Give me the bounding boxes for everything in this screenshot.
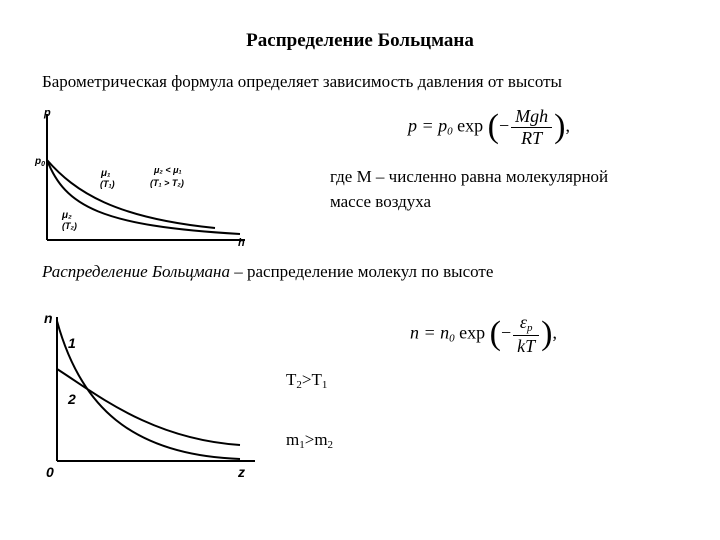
- intro-text: Барометрическая формула определяет зависимость давления от высоты: [42, 72, 562, 91]
- formula2-tail: ,: [552, 322, 557, 343]
- barometric-graph: [30, 100, 260, 250]
- barometric-formula: $p = p_0$ exp (− $\frac{\text{Mgh}}{RT}$ ),: [408, 106, 570, 148]
- definition-rest: – распределение молекул по высоте: [229, 262, 494, 281]
- formula2-denominator: kT: [517, 335, 536, 356]
- formula2-fn: exp: [459, 322, 486, 343]
- formula1-numerator: Mgh: [511, 106, 552, 128]
- note-line-2: массе воздуха: [330, 192, 432, 211]
- mass-relation: $m_1>m_2$: [286, 430, 334, 451]
- graph1-curve1-sub: (Т₁): [100, 179, 115, 189]
- formula2-numerator: $\varepsilon_p$: [513, 312, 539, 336]
- formula2-lhs-sub: 0: [449, 332, 455, 345]
- graph1-curve2-label: μ₂: [62, 210, 72, 221]
- formula1-sign: −: [498, 115, 510, 136]
- formula1-denominator: RT: [521, 127, 543, 148]
- note-line-1: где М – численно равна молекулярной: [330, 167, 609, 186]
- definition-term: Распределение Больцмана: [42, 262, 230, 281]
- molar-mass-note: [330, 164, 608, 214]
- formula1-fn: exp: [457, 115, 484, 136]
- boltzmann-formula: $n = n_0$ exp (− $\frac{\varepsilon_p}{kT}$ ),: [410, 312, 557, 356]
- formula2-lhs: n = n: [410, 322, 450, 343]
- graph1-origin-label: $p_0$: [35, 156, 46, 168]
- formula2-fraction: [513, 312, 539, 356]
- temperature-relation: $T_2>T_1$: [286, 370, 328, 391]
- formula1-lhs: p = p: [408, 115, 448, 136]
- formula1-fraction: [511, 106, 552, 148]
- graph2-curve1-label: 1: [68, 335, 76, 351]
- graph1-condition-1: μ₂ < μ₁: [154, 165, 182, 175]
- formula2-sign: −: [500, 322, 512, 343]
- graph1-condition-2: (Т₁ > Т₂): [150, 178, 184, 188]
- graph2-curve-1: [57, 321, 240, 459]
- graph2-x-label: z: [238, 464, 245, 480]
- graph1-y-label: p: [44, 107, 51, 119]
- formula1-tail: ,: [565, 115, 570, 136]
- boltzmann-graph: [40, 305, 270, 485]
- definition-text: [42, 262, 493, 282]
- graph1-curve-1: [47, 160, 215, 228]
- graph2-curve-2: [57, 369, 240, 445]
- graph1-x-label: h: [238, 237, 245, 249]
- graph1-curve2-sub: (Т₂): [62, 221, 77, 231]
- page-title: Распределение Больцмана: [246, 30, 474, 51]
- graph2-y-label: n: [44, 310, 53, 326]
- formula1-lhs-sub: 0: [447, 125, 453, 138]
- graph2-origin-label: 0: [46, 464, 54, 480]
- graph1-curve1-label: μ₁: [101, 168, 111, 179]
- graph2-curve2-label: 2: [68, 391, 76, 407]
